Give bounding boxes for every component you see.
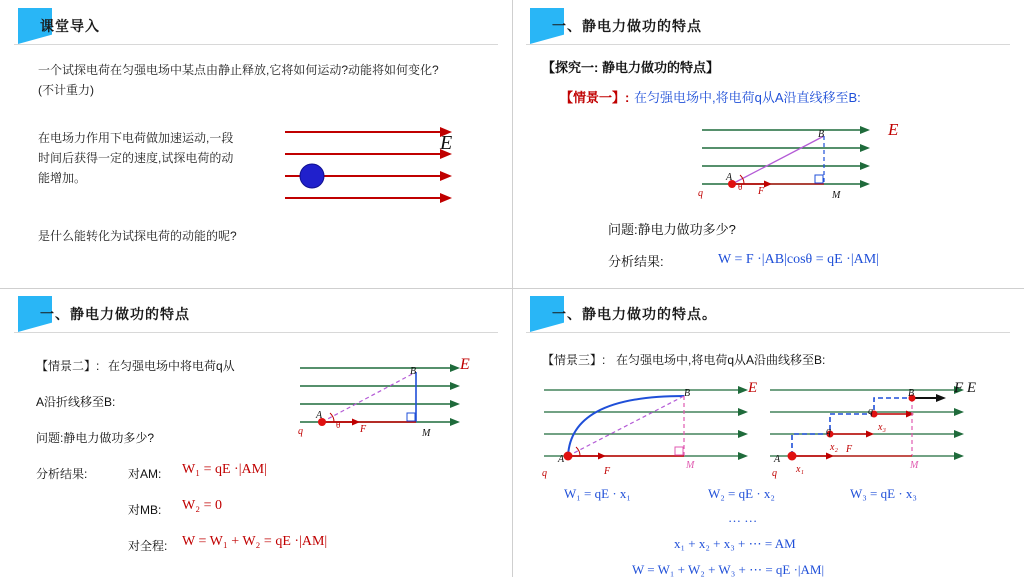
horizontal-divider [0, 288, 1024, 289]
label-A-4L: A [558, 454, 565, 465]
slide-2 [512, 0, 1024, 288]
scene-text-3b: A沿折线移至B: [36, 395, 116, 409]
field-diagram-2 [702, 122, 882, 204]
label-B-3: B [410, 366, 417, 377]
intro-question-line2: (不计重力) [38, 83, 94, 97]
mb-formula-3: W₂ = 0 [182, 498, 222, 513]
label-x3-4R: x₃ [878, 422, 886, 433]
label-A-2: A [726, 172, 733, 183]
label-theta-3: θ [336, 420, 341, 430]
label-B-4R: B [908, 388, 915, 399]
intro-answer-line1: 在电场力作用下电荷做加速运动,一段 [38, 131, 234, 145]
equation-ellipsis: … … [728, 510, 758, 525]
label-M-4L: M [686, 460, 695, 471]
label-F-2: F [758, 186, 765, 197]
label-q2-4R: q [826, 426, 831, 437]
label-x2-4R: x₂ [830, 442, 838, 453]
equation-sum-w: W = W₁ + W₂ + W₃ + ⋯ = qE ·|AM| [632, 562, 825, 577]
page-title: 课堂导入 [40, 18, 100, 34]
field-diagram-4-left [544, 382, 759, 476]
title-divider [526, 332, 1010, 333]
total-formula-3: W = W₁ + W₂ = qE ·|AM| [182, 534, 328, 549]
label-M-3: M [422, 428, 431, 439]
scene-text: 在匀强电场中,将电荷q从A沿直线移至B: [634, 90, 861, 105]
slide-3 [0, 288, 512, 577]
label-q-4R: q [772, 468, 777, 479]
intro-answer-line3: 能增加。 [38, 171, 87, 185]
equation-w2: W₂ = qE · x₂ [708, 486, 775, 501]
title-divider [14, 332, 498, 333]
scene-text-4: 在匀强电场中,将电荷q从A沿曲线移至B: [616, 353, 826, 367]
field-label-E-1: E [440, 132, 453, 154]
mb-label-3: 对MB: [128, 503, 162, 517]
label-M-4R: M [910, 460, 919, 471]
field-label-E-4R: F E [954, 380, 977, 396]
am-formula-3: W₁ = qE ·|AM| [182, 462, 267, 477]
question-text-2: 问题:静电力做功多少? [608, 222, 736, 237]
label-F-3: F [360, 424, 367, 435]
page-title: 一、静电力做功的特点 [40, 306, 190, 322]
scene-label: 【情景一】: [560, 90, 630, 105]
scene-text-3a: 在匀强电场中将电荷q从 [108, 359, 235, 373]
label-B-2: B [818, 129, 825, 140]
field-label-E-2: E [888, 120, 899, 139]
slide-1 [0, 0, 512, 288]
result-label-3: 分析结果: [36, 467, 88, 481]
question-text-3: 问题:静电力做功多少? [36, 431, 155, 445]
field-label-E-4L: E [748, 380, 758, 396]
intro-question-line1: 一个试探电荷在匀强电场中某点由静止释放,它将如何运动?动能将如何变化? [38, 63, 439, 77]
label-q-2: q [698, 188, 703, 199]
label-F-4L: F [604, 466, 611, 477]
slide-4 [512, 288, 1024, 577]
total-label-3: 对全程: [128, 539, 168, 553]
label-q3-4R: q [868, 406, 873, 417]
label-F-4R: F [846, 444, 853, 455]
label-B-4L: B [684, 388, 691, 399]
title-divider [14, 44, 498, 45]
label-M-2: M [832, 190, 841, 201]
label-theta-2: θ [738, 182, 743, 192]
intro-followup-question: 是什么能转化为试探电荷的动能的呢? [38, 229, 237, 243]
equation-w3: W₃ = qE · x₃ [850, 486, 917, 501]
scene-label-4: 【情景三】: [542, 353, 606, 367]
am-label-3: 对AM: [128, 467, 162, 481]
field-label-E-3: E [460, 356, 470, 373]
intro-answer-line2: 时间后获得一定的速度,试探电荷的动 [38, 151, 234, 165]
label-A-4R: A [774, 454, 781, 465]
equation-w1: W₁ = qE · x₁ [564, 486, 631, 501]
page-title: 一、静电力做功的特点。 [552, 306, 717, 322]
label-x1-4R: x₁ [796, 464, 804, 475]
label-A-3: A [316, 410, 323, 421]
explore-heading: 【探究一: 静电力做功的特点】 [542, 60, 719, 75]
scene-label-3: 【情景二】: [36, 359, 100, 373]
field-diagram-3 [300, 360, 480, 442]
page-title: 一、静电力做功的特点 [552, 18, 702, 34]
label-q-3: q [298, 426, 303, 437]
equation-sum-x: x₁ + x₂ + x₃ + ⋯ = AM [674, 536, 796, 551]
title-divider [526, 44, 1010, 45]
result-formula-2: W = F ·|AB|cosθ = qE ·|AM| [718, 252, 879, 267]
result-label-2: 分析结果: [608, 254, 664, 269]
label-q-4L: q [542, 468, 547, 479]
